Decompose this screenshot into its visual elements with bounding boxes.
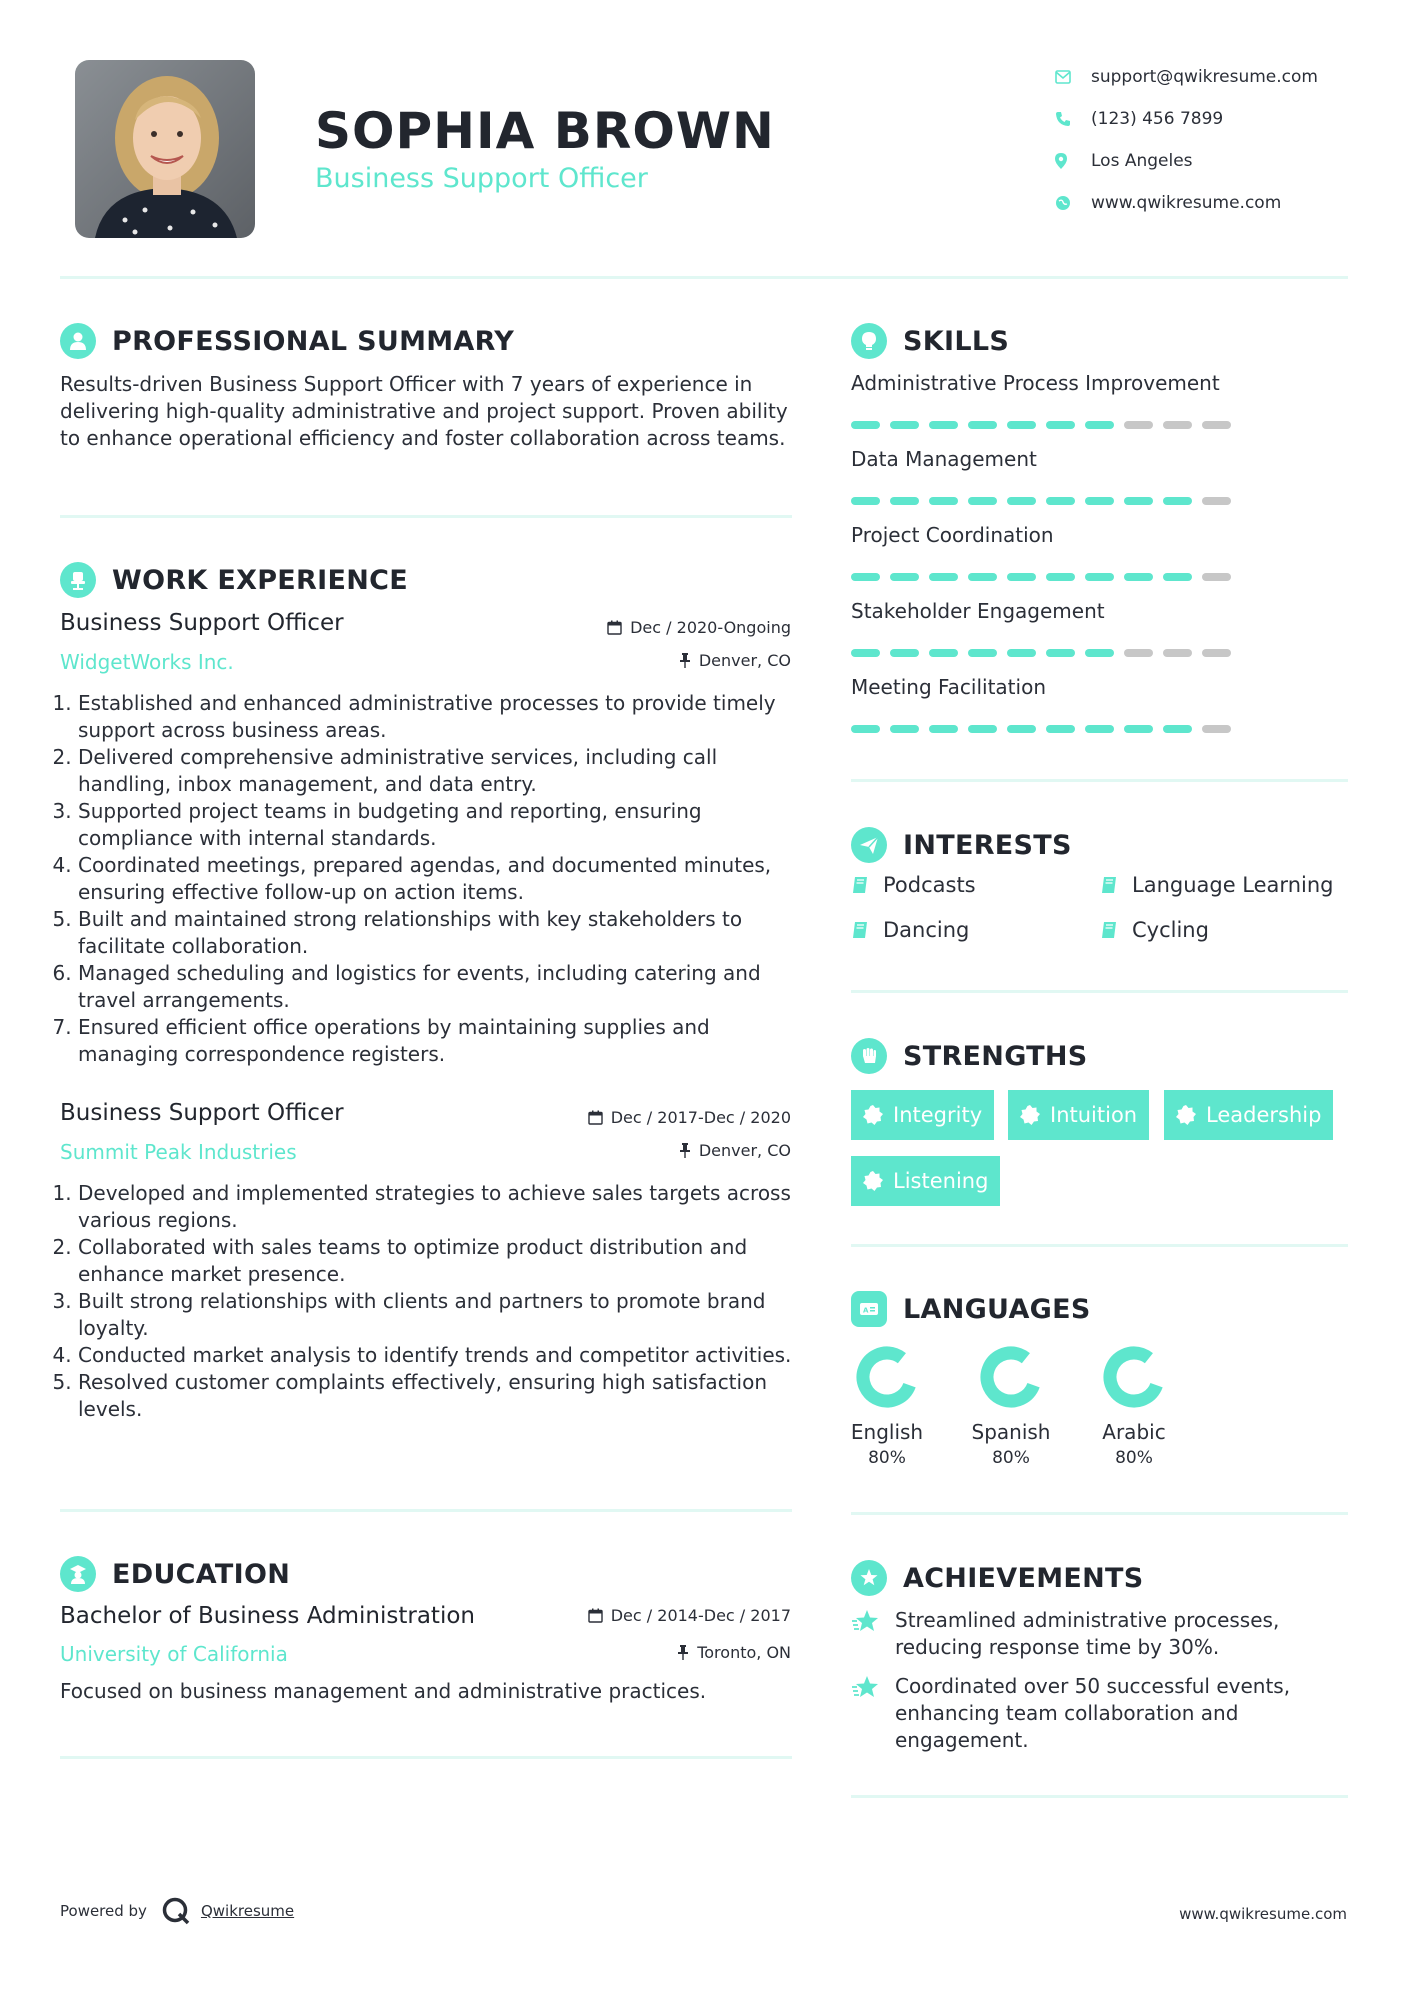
strength-badge xyxy=(1164,1090,1333,1140)
map-pin-icon xyxy=(1055,153,1091,169)
pin-icon xyxy=(679,653,691,668)
skill-dash-filled xyxy=(890,497,919,505)
skill-level-bar xyxy=(851,649,1241,657)
footer-website[interactable]: www.qwikresume.com xyxy=(1179,1905,1347,1923)
list-item: 1. Developed and implemented strategies to achieve sales targets across various regions. xyxy=(78,1180,800,1234)
strength-label: Intuition xyxy=(1050,1103,1138,1127)
skill-dash-filled xyxy=(851,421,880,429)
skill-dash-filled xyxy=(1007,573,1036,581)
job-1-location-text: Denver, CO xyxy=(698,651,791,670)
skill-dash-filled xyxy=(851,573,880,581)
summary-text: Results-driven Business Support Officer with 7 years of experience in delivering high-quality administrative and project support. Proven ability to enhance operational efficiency and foster collaboration across teams. xyxy=(60,372,788,450)
skill-dash-filled xyxy=(890,421,919,429)
badge-icon xyxy=(863,1105,883,1125)
skill-dash-empty xyxy=(1202,725,1231,733)
skill-dash-filled xyxy=(1007,497,1036,505)
interest-item xyxy=(1100,873,1333,897)
interests-divider xyxy=(851,990,1348,993)
globe-icon xyxy=(1055,195,1091,211)
skill-dash-filled xyxy=(929,573,958,581)
skill-dash-filled xyxy=(1085,725,1114,733)
skill-dash-filled xyxy=(1163,573,1192,581)
contact-location xyxy=(1055,140,1385,182)
job-1-company: WidgetWorks Inc. xyxy=(60,650,234,674)
calendar-icon xyxy=(588,1608,603,1623)
strength-badge xyxy=(851,1090,994,1140)
skill-dash-empty xyxy=(1202,573,1231,581)
summary-heading: PROFESSIONAL SUMMARY xyxy=(112,325,515,357)
skill-dash-filled xyxy=(890,725,919,733)
skill-dash-filled xyxy=(1085,421,1114,429)
education-location xyxy=(500,1643,791,1662)
achievements-divider xyxy=(851,1795,1348,1798)
star-trophy-icon xyxy=(851,1675,881,1701)
language-name: Arabic xyxy=(1102,1420,1166,1444)
skill-label: Data Management xyxy=(851,447,1037,471)
skill-dash-filled xyxy=(968,497,997,505)
contact-email-text: support@qwikresume.com xyxy=(1091,67,1318,87)
language-name: English xyxy=(850,1420,924,1444)
summary-divider xyxy=(60,515,792,518)
experience-section-heading xyxy=(60,562,408,598)
strength-badge xyxy=(851,1156,1000,1206)
calendar-icon xyxy=(588,1110,603,1125)
header-divider xyxy=(60,276,1348,279)
book-icon xyxy=(1100,920,1120,940)
skill-dash-filled xyxy=(851,649,880,657)
skill-dash-empty xyxy=(1202,497,1231,505)
language-item xyxy=(1084,1342,1184,1468)
list-item: 1. Established and enhanced administrative processes to provide timely support across business areas. xyxy=(78,690,800,744)
envelope-icon xyxy=(1055,70,1091,84)
skill-label: Project Coordination xyxy=(851,523,1054,547)
achievement-text: Streamlined administrative processes, reducing response time by 30%. xyxy=(895,1608,1280,1659)
education-heading: EDUCATION xyxy=(112,1558,291,1590)
user-icon xyxy=(60,323,96,359)
job-1-dates-text: Dec / 2020-Ongoing xyxy=(630,618,791,637)
contact-email[interactable] xyxy=(1055,56,1385,98)
job-2-dates xyxy=(500,1108,791,1127)
education-section-heading xyxy=(60,1556,290,1592)
contact-location-text: Los Angeles xyxy=(1091,151,1193,171)
language-progress-ring xyxy=(976,1342,1046,1412)
skill-dash-filled xyxy=(1046,725,1075,733)
profile-photo xyxy=(75,60,255,238)
candidate-name: SOPHIA BROWN xyxy=(315,102,775,160)
languages-section-heading xyxy=(851,1291,1091,1327)
skills-divider xyxy=(851,779,1348,782)
language-progress-ring xyxy=(1099,1342,1169,1412)
languages-divider xyxy=(851,1512,1348,1515)
interest-label: Language Learning xyxy=(1132,873,1334,897)
contact-website-text: www.qwikresume.com xyxy=(1091,193,1282,213)
strength-label: Leadership xyxy=(1206,1103,1322,1127)
skill-dash-filled xyxy=(890,649,919,657)
experience-heading: WORK EXPERIENCE xyxy=(112,564,408,596)
lightbulb-icon xyxy=(851,323,887,359)
language-percent: 80% xyxy=(868,1448,906,1468)
svg-text:A: A xyxy=(863,1306,869,1315)
strength-label: Integrity xyxy=(893,1103,983,1127)
contact-phone-text: (123) 456 7899 xyxy=(1091,109,1224,129)
list-item: 6. Managed scheduling and logistics for events, including catering and travel arrangements. xyxy=(78,960,800,1014)
language-progress-ring xyxy=(852,1342,922,1412)
education-dates-text: Dec / 2014-Dec / 2017 xyxy=(610,1606,791,1625)
briefcase-chair-icon xyxy=(60,562,96,598)
job-2-company: Summit Peak Industries xyxy=(60,1140,297,1164)
skill-dash-empty xyxy=(1163,421,1192,429)
award-icon xyxy=(851,1560,887,1596)
book-icon xyxy=(851,875,871,895)
interests-heading: INTERESTS xyxy=(903,829,1072,861)
job-1-bullets xyxy=(60,690,800,1068)
skill-dash-filled xyxy=(929,497,958,505)
skill-dash-filled xyxy=(1007,649,1036,657)
skill-dash-empty xyxy=(1124,421,1153,429)
education-degree: Bachelor of Business Administration xyxy=(60,1603,475,1629)
skill-level-bar xyxy=(851,725,1241,733)
job-2-dates-text: Dec / 2017-Dec / 2020 xyxy=(610,1108,791,1127)
skill-dash-filled xyxy=(929,421,958,429)
skill-dash-filled xyxy=(929,649,958,657)
job-1-location xyxy=(500,651,791,670)
skill-dash-filled xyxy=(1124,497,1153,505)
language-item xyxy=(837,1342,937,1468)
list-item: 2. Collaborated with sales teams to optimize product distribution and enhance market presence. xyxy=(78,1234,800,1288)
skill-dash-filled xyxy=(851,725,880,733)
skill-label: Administrative Process Improvement xyxy=(851,371,1220,395)
achievement-item xyxy=(851,1607,1341,1661)
skill-dash-filled xyxy=(1046,649,1075,657)
languages-heading: LANGUAGES xyxy=(903,1293,1091,1325)
pin-icon xyxy=(677,1645,689,1660)
skill-dash-filled xyxy=(968,421,997,429)
calendar-icon xyxy=(607,620,622,635)
skill-dash-filled xyxy=(968,725,997,733)
education-location-text: Toronto, ON xyxy=(697,1643,791,1662)
education-dates xyxy=(500,1606,791,1625)
achievements-heading: ACHIEVEMENTS xyxy=(903,1562,1144,1594)
skill-dash-filled xyxy=(1085,649,1114,657)
strengths-divider xyxy=(851,1244,1348,1247)
achievements-section-heading xyxy=(851,1560,1144,1596)
list-item: 4. Coordinated meetings, prepared agendas, and documented minutes, ensuring effective follow-up on action items. xyxy=(78,852,800,906)
skill-dash-filled xyxy=(1007,421,1036,429)
skill-dash-filled xyxy=(968,573,997,581)
skill-dash-filled xyxy=(890,573,919,581)
skill-label: Stakeholder Engagement xyxy=(851,599,1105,623)
skill-level-bar xyxy=(851,573,1241,581)
candidate-title: Business Support Officer xyxy=(315,163,648,194)
skill-dash-filled xyxy=(1085,497,1114,505)
language-name: Spanish xyxy=(971,1420,1051,1444)
language-card-icon xyxy=(851,1291,887,1327)
job-2-location-text: Denver, CO xyxy=(698,1141,791,1160)
list-item: 2. Delivered comprehensive administrative services, including call handling, inbox management, and data entry. xyxy=(78,744,800,798)
skill-dash-filled xyxy=(1163,725,1192,733)
skills-section-heading xyxy=(851,323,1009,359)
phone-icon xyxy=(1055,111,1091,127)
badge-icon xyxy=(1020,1105,1040,1125)
education-divider xyxy=(60,1756,792,1759)
skills-heading: SKILLS xyxy=(903,325,1010,357)
list-item: 4. Conducted market analysis to identify trends and competitor activities. xyxy=(78,1342,800,1369)
qwikresume-link[interactable]: Qwikresume xyxy=(200,1902,295,1920)
powered-by-label: Powered by xyxy=(60,1902,147,1920)
strength-badge xyxy=(1008,1090,1149,1140)
job-2-location xyxy=(500,1141,791,1160)
interest-label: Dancing xyxy=(883,918,970,942)
interest-label: Podcasts xyxy=(883,873,976,897)
skill-dash-filled xyxy=(1046,497,1075,505)
qwikresume-logo-icon xyxy=(161,1896,191,1926)
strength-label: Listening xyxy=(893,1169,989,1193)
job-1-role: Business Support Officer xyxy=(60,610,344,636)
skill-dash-empty xyxy=(1124,649,1153,657)
badge-icon xyxy=(863,1171,883,1191)
language-percent: 80% xyxy=(1115,1448,1153,1468)
summary-section-heading xyxy=(60,323,514,359)
list-item: 5. Resolved customer complaints effectively, ensuring high satisfaction levels. xyxy=(78,1369,800,1423)
skill-dash-empty xyxy=(1163,649,1192,657)
list-item: 3. Built strong relationships with clients and partners to promote brand loyalty. xyxy=(78,1288,800,1342)
list-item: 5. Built and maintained strong relationships with key stakeholders to facilitate collaboration. xyxy=(78,906,800,960)
footer-powered-by xyxy=(60,1896,294,1926)
interest-item xyxy=(1100,918,1209,942)
interest-item xyxy=(851,918,969,942)
star-trophy-icon xyxy=(851,1609,881,1635)
achievement-text: Coordinated over 50 successful events, enhancing team collaboration and engagement. xyxy=(895,1674,1291,1752)
skill-dash-empty xyxy=(1202,649,1231,657)
book-icon xyxy=(1100,875,1120,895)
interest-item xyxy=(851,873,976,897)
graduate-icon xyxy=(60,1556,96,1592)
contact-block xyxy=(1055,56,1385,224)
badge-icon xyxy=(1176,1105,1196,1125)
fist-icon xyxy=(851,1038,887,1074)
list-item: 3. Supported project teams in budgeting and reporting, ensuring compliance with internal standards. xyxy=(78,798,800,852)
job-2-bullets xyxy=(60,1180,800,1423)
skill-dash-filled xyxy=(1007,725,1036,733)
language-percent: 80% xyxy=(992,1448,1030,1468)
list-item: 7. Ensured efficient office operations by maintaining supplies and managing correspondence registers. xyxy=(78,1014,800,1068)
skill-dash-filled xyxy=(929,725,958,733)
experience-divider xyxy=(60,1509,792,1512)
skill-level-bar xyxy=(851,497,1241,505)
paper-plane-icon xyxy=(851,827,887,863)
language-item xyxy=(961,1342,1061,1468)
contact-phone[interactable] xyxy=(1055,98,1385,140)
interests-section-heading xyxy=(851,827,1072,863)
skill-dash-filled xyxy=(851,497,880,505)
strengths-heading: STRENGTHS xyxy=(903,1040,1088,1072)
job-2-role: Business Support Officer xyxy=(60,1100,344,1126)
pin-icon xyxy=(679,1143,691,1158)
skill-dash-filled xyxy=(968,649,997,657)
skill-dash-empty xyxy=(1202,421,1231,429)
skill-dash-filled xyxy=(1124,573,1153,581)
contact-website[interactable] xyxy=(1055,182,1385,224)
interest-label: Cycling xyxy=(1132,918,1209,942)
skill-dash-filled xyxy=(1046,421,1075,429)
strengths-section-heading xyxy=(851,1038,1088,1074)
achievement-item xyxy=(851,1673,1341,1754)
book-icon xyxy=(851,920,871,940)
skill-label: Meeting Facilitation xyxy=(851,675,1046,699)
education-school: University of California xyxy=(60,1642,288,1666)
skill-dash-filled xyxy=(1046,573,1075,581)
skill-dash-filled xyxy=(1163,497,1192,505)
skill-level-bar xyxy=(851,421,1241,429)
job-1-dates xyxy=(500,618,791,637)
skill-dash-filled xyxy=(1085,573,1114,581)
skill-dash-filled xyxy=(1124,725,1153,733)
education-description: Focused on business management and administrative practices. xyxy=(60,1679,707,1703)
